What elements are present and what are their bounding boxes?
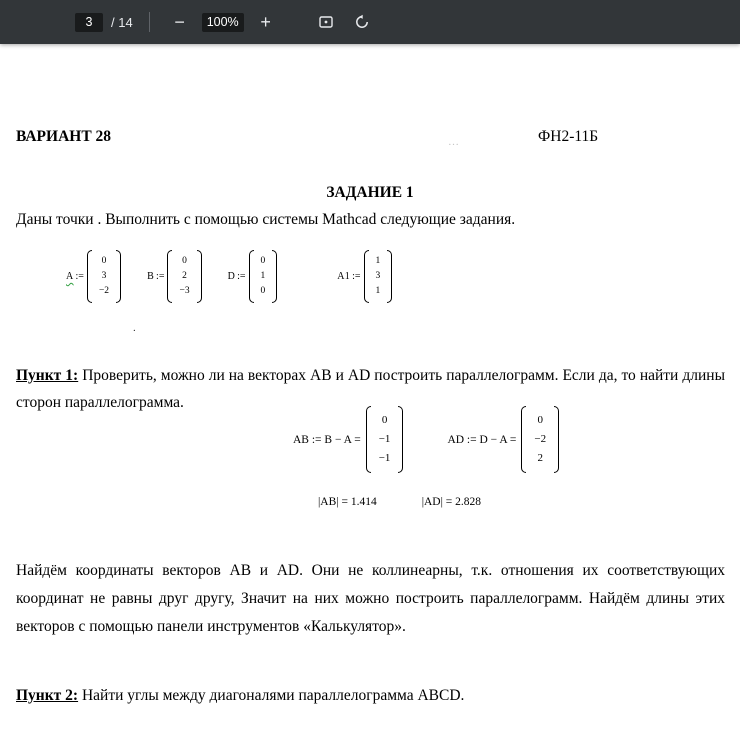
- zoom-level[interactable]: 100%: [202, 13, 244, 32]
- matrix-cell: 1: [375, 256, 381, 266]
- matrix-cell: −1: [378, 433, 391, 445]
- faint-dots: …: [448, 136, 461, 148]
- mathcad-definition-a1: [337, 250, 392, 303]
- page-number-input[interactable]: [75, 13, 103, 32]
- rotate-button[interactable]: [348, 8, 376, 36]
- matrix-cell: 2: [537, 452, 544, 464]
- matrix-cell: 0: [182, 256, 187, 266]
- matrix-cell: −3: [179, 286, 190, 296]
- document-page: [0, 44, 740, 732]
- mathcad-definition-d: [228, 250, 278, 303]
- point1-label: Пункт 1:: [16, 367, 79, 384]
- page-count-label: / 14: [111, 14, 133, 30]
- matrix-cell: 2: [182, 271, 187, 281]
- matrix-cell: 0: [260, 256, 266, 266]
- matrix-cell: −1: [378, 452, 391, 464]
- toolbar-divider: [149, 12, 150, 32]
- vector-ab-expression: [293, 406, 403, 473]
- right-paren: [387, 250, 392, 303]
- vector-ad-lhs: AD := D − A =: [447, 433, 517, 446]
- matrix-a1: [364, 250, 393, 303]
- matrix-cell: 0: [537, 414, 544, 426]
- matrix-b: [167, 250, 201, 303]
- matrix-cell: 1: [260, 271, 266, 281]
- mathcad-definition-b: [147, 250, 202, 303]
- right-paren: [398, 406, 403, 473]
- intro-text: Даны точки . Выполнить с помощью системы Mathcad следующие задания.: [16, 211, 516, 228]
- assign-operator: :=: [352, 271, 361, 282]
- mathcad-var-b: B: [147, 271, 155, 282]
- matrix-cell: −2: [98, 286, 110, 296]
- group-label: ФН2-11Б: [538, 128, 599, 145]
- rotate-counterclockwise-icon: [354, 14, 370, 30]
- mathcad-var-d: D: [227, 271, 236, 282]
- matrix-d: [249, 250, 278, 303]
- matrix-cell: −2: [534, 433, 547, 445]
- point2-paragraph: [16, 682, 725, 709]
- ad-norm: |AD| = 2.828: [421, 496, 482, 508]
- vector-ad-expression: [447, 406, 559, 473]
- mathcad-var-a1: A1: [337, 271, 351, 282]
- assign-operator: :=: [237, 271, 246, 282]
- matrix-cell: 0: [381, 414, 388, 426]
- point1-text: Проверить, можно ли на векторах AB и AD построить параллелограмм. Если да, то найти длины сторон параллелограмма.: [16, 367, 725, 411]
- pdf-toolbar: [0, 0, 740, 44]
- fit-to-page-button[interactable]: [312, 8, 340, 36]
- right-paren: [554, 406, 559, 473]
- vector-results-row: [293, 406, 559, 473]
- vector-ab-lhs: AB := B − A =: [293, 433, 361, 446]
- matrix-ab: [366, 406, 404, 473]
- right-paren: [197, 250, 202, 303]
- vector-norms-row: [318, 496, 481, 508]
- matrix-cell: 1: [375, 286, 381, 296]
- matrix-cell: 0: [101, 256, 107, 266]
- right-paren: [116, 250, 121, 303]
- matrix-ad: [521, 406, 559, 473]
- zoom-out-button[interactable]: −: [166, 8, 194, 36]
- mathcad-definition-a: [66, 250, 121, 303]
- task-title: ЗАДАНИЕ 1: [326, 184, 414, 201]
- zoom-in-button[interactable]: +: [252, 8, 280, 36]
- matrix-cell: 3: [101, 271, 107, 281]
- assign-operator: :=: [156, 271, 165, 282]
- explanation-paragraph: Найдём координаты векторов AB и AD. Они не коллинеарны, т.к. отношения их соответствующих координат не равны друг другу, Значит на них можно построить параллелограмм. Найдём длины этих векторов с помощью панели инструментов «Калькулятор».: [16, 562, 725, 635]
- right-paren: [272, 250, 277, 303]
- matrix-cell: 0: [260, 286, 266, 296]
- point2-text: Найти углы между диагоналями параллелограмма ABCD.: [78, 687, 465, 704]
- matrix-a: [87, 250, 121, 303]
- point2-label: Пункт 2:: [16, 687, 79, 704]
- fit-to-page-icon: [318, 14, 334, 30]
- variant-heading: ВАРИАНТ 28: [16, 128, 112, 145]
- ab-norm: |AB| = 1.414: [318, 496, 377, 508]
- assign-operator: :=: [75, 271, 84, 282]
- mathcad-definitions-row: [66, 250, 392, 303]
- mathcad-var-a: A: [66, 271, 74, 282]
- stray-dot: .: [133, 322, 136, 334]
- matrix-cell: 3: [375, 271, 381, 281]
